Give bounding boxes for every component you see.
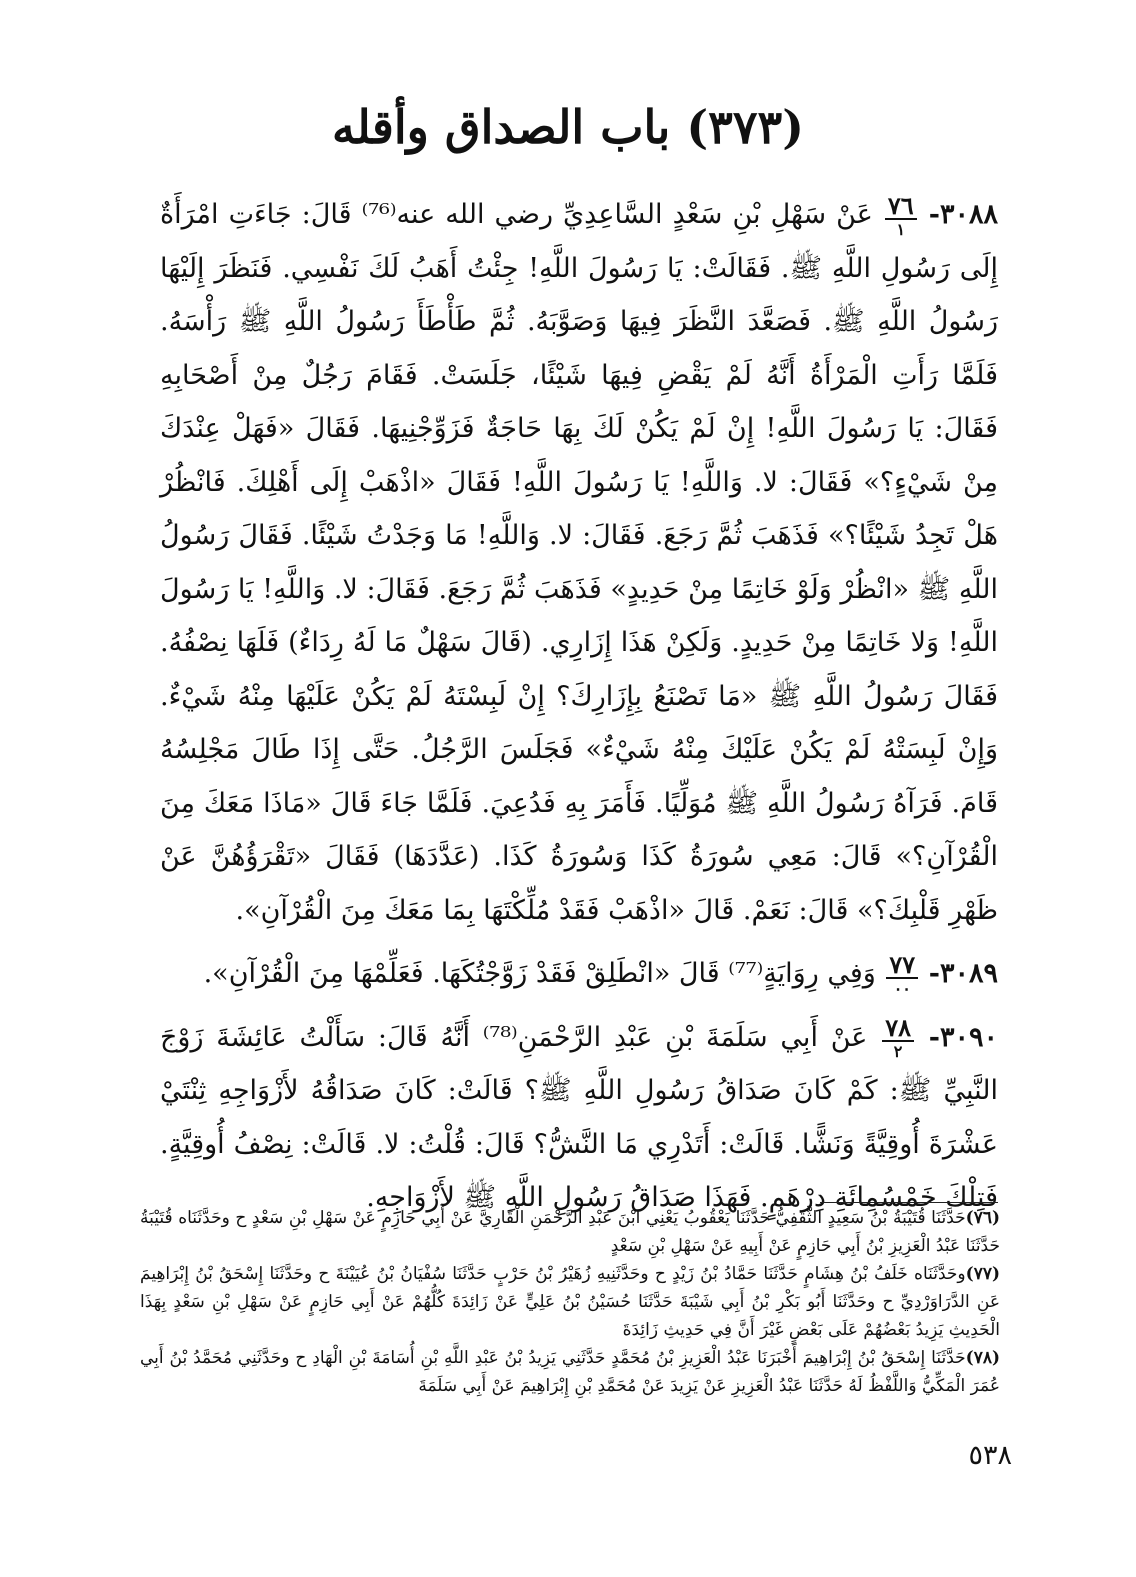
footnote-divider — [820, 1202, 998, 1203]
hadith-reference — [886, 949, 918, 998]
footnote-77 — [140, 1260, 1000, 1344]
hadith-text: وَفِي رِوَايَةٍ⁽⁷⁷⁾ قَالَ «انْطَلِقْ فَقَدْ زَوَّجْتُكَهَا. فَعَلِّمْهَا مِنَ الْقُرْآنِ». — [203, 958, 876, 989]
reference-bottom: ٢ — [893, 1042, 903, 1061]
hadith-body — [160, 188, 998, 1225]
hadith-3088 — [160, 188, 998, 937]
hadith-text: عَنْ أَبِي سَلَمَةَ بْنِ عَبْدِ الرَّحْمَنِ⁽⁷⁸⁾ أَنَّهُ قَالَ: سَأَلْتُ عَائِشَةَ زَوْجَ النَّبِيِّ ﷺ: كَمْ كَانَ صَدَاقُ رَسُولِ اللَّهِ ﷺ؟ قَالَتْ: كَانَ صَدَاقُهُ لأَزْوَاجِهِ ثِنْتَيْ عَشْرَةَ أُوقِيَّةً وَنَشًّا. قَالَتْ: أَتَدْرِي مَا النَّشُّ؟ قَالَ: قُلْتُ: لا. قَالَتْ: نِصْفُ أُوقِيَّةٍ. فَتِلْكَ خَمْسُمِائَةِ دِرْهَمٍ. فَهَذَا صَدَاقُ رَسُولِ اللَّهِ ﷺ لأَزْوَاجِهِ. — [160, 1021, 998, 1213]
reference-bottom: ١ — [896, 219, 906, 239]
footnote-76 — [140, 1204, 1000, 1260]
reference-top: ٧٦ — [885, 194, 917, 220]
hadith-reference — [882, 1013, 914, 1061]
hadith-3089 — [160, 947, 998, 1001]
footnote-mark: (٧٨) — [965, 1348, 1000, 1368]
hadith-number: ٣٠٩٠- — [928, 1021, 999, 1053]
footnote-mark: (٧٦) — [965, 1208, 1000, 1228]
hadith-number: ٣٠٨٨- — [928, 199, 998, 230]
reference-bottom: ٠٠ — [893, 978, 911, 998]
reference-top: ٧٧ — [886, 953, 918, 979]
footnote-text: وحَدَّثَنَاه خَلَفُ بْنُ هِشَامٍ حَدَّثَنَا حَمَّادُ بْنُ زَيْدٍ ح وحَدَّثَنِيهِ زُهَيْرُ بْنُ حَرْبٍ حَدَّثَنَا سُفْيَانُ بْنُ عُيَيْنَةَ ح وحَدَّثَنَا إِسْحَقُ بْنُ إِبْرَاهِيمَ عَنِ الدَّرَاوَرْدِيِّ ح وحَدَّثَنَا أَبُو بَكْرِ بْنُ أَبِي شَيْبَةَ حَدَّثَنَا حُسَيْنُ بْنُ عَلِيٍّ عَنْ زَائِدَةَ كُلُّهُمْ عَنْ أَبِي حَازِمٍ عَنْ سَهْلِ بْنِ سَعْدٍ بِهَذَا الْحَدِيثِ يَزِيدُ بَعْضُهُمْ عَلَى بَعْضٍ غَيْرَ أَنَّ فِي حَدِيثِ زَائِدَةَ — [140, 1264, 1000, 1340]
hadith-number: ٣٠٨٩- — [928, 958, 998, 989]
hadith-text: عَنْ سَهْلِ بْنِ سَعْدٍ السَّاعِدِيِّ رضي الله عنه⁽⁷⁶⁾ قَالَ: جَاءَتِ امْرَأَةٌ إِلَى رَسُولِ اللَّهِ ﷺ. فَقَالَتْ: يَا رَسُولَ اللَّهِ! جِئْتُ أَهَبُ لَكَ نَفْسِي. فَنَظَرَ إِلَيْهَا رَسُولُ اللَّهِ ﷺ. فَصَعَّدَ النَّظَرَ فِيهَا وَصَوَّبَهُ. ثُمَّ طَأْطَأَ رَسُولُ اللَّهِ ﷺ رَأْسَهُ. فَلَمَّا رَأَتِ الْمَرْأَةُ أَنَّهُ لَمْ يَقْضِ فِيهَا شَيْئًا، جَلَسَتْ. فَقَامَ رَجُلٌ مِنْ أَصْحَابِهِ فَقَالَ: يَا رَسُولَ اللَّهِ! إِنْ لَمْ يَكُنْ لَكَ بِهَا حَاجَةٌ فَزَوِّجْنِيهَا. فَقَالَ «فَهَلْ عِنْدَكَ مِنْ شَيْءٍ؟» فَقَالَ: لا. وَاللَّهِ! يَا رَسُولَ اللَّهِ! فَقَالَ «اذْهَبْ إِلَى أَهْلِكَ. فَانْظُرْ هَلْ تَجِدُ شَيْئًا؟» فَذَهَبَ ثُمَّ رَجَعَ. فَقَالَ: لا. وَاللَّهِ! مَا وَجَدْتُ شَيْئًا. فَقَالَ رَسُولُ اللَّهِ ﷺ «انْظُرْ وَلَوْ خَاتِمًا مِنْ حَدِيدٍ» فَذَهَبَ ثُمَّ رَجَعَ. فَقَالَ: لا. وَاللَّهِ! يَا رَسُولَ اللَّهِ! وَلا خَاتِمًا مِنْ حَدِيدٍ. وَلَكِنْ هَذَا إِزَارِي. (قَالَ سَهْلٌ مَا لَهُ رِدَاءٌ) فَلَهَا نِصْفُهُ. فَقَالَ رَسُولُ اللَّهِ ﷺ «مَا تَصْنَعُ بِإِزَارِكَ؟ إِنْ لَبِسْتَهُ لَمْ يَكُنْ عَلَيْهَا مِنْهُ شَيْءٌ. وَإِنْ لَبِسَتْهُ لَمْ يَكُنْ عَلَيْكَ مِنْهُ شَيْءٌ» فَجَلَسَ الرَّجُلُ. حَتَّى إِذَا طَالَ مَجْلِسُهُ قَامَ. فَرَآهُ رَسُولُ اللَّهِ ﷺ مُوَلِّيًا. فَأَمَرَ بِهِ فَدُعِيَ. فَلَمَّا جَاءَ قَالَ «مَاذَا مَعَكَ مِنَ الْقُرْآنِ؟» قَالَ: مَعِي سُورَةُ كَذَا وَسُورَةُ كَذَا. (عَدَّدَهَا) فَقَالَ «تَقْرَؤُهُنَّ عَنْ ظَهْرِ قَلْبِكَ؟» قَالَ: نَعَمْ. قَالَ «اذْهَبْ فَقَدْ مُلِّكْتَهَا بِمَا مَعَكَ مِنَ الْقُرْآنِ». — [160, 199, 998, 926]
footnote-mark: (٧٧) — [965, 1264, 1000, 1284]
footnote-78 — [140, 1344, 1000, 1400]
footnote-text: حَدَّثَنَا قُتَيْبَةُ بْنُ سَعِيدٍ الثَّقَفِيُّ حَدَّثَنَا يَعْقُوبُ يَعْنِي ابْنَ عَبْدِ الرَّحْمَنِ الْقَارِيَّ عَنْ أَبِي حَازِمٍ عَنْ سَهْلِ بْنِ سَعْدٍ ح وحَدَّثَنَاه قُتَيْبَةُ حَدَّثَنَا عَبْدُ الْعَزِيزِ بْنُ أَبِي حَازِمٍ عَنْ أَبِيهِ عَنْ سَهْلِ بْنِ سَعْدٍ — [140, 1208, 1000, 1256]
footnotes — [140, 1204, 1000, 1400]
hadith-3090 — [160, 1011, 998, 1225]
page-number: ٥٣٨ — [968, 1440, 1012, 1471]
chapter-title: (٣٧٣) باب الصداق وأقله — [332, 100, 804, 154]
footnote-text: حَدَّثَنَا إِسْحَقُ بْنُ إِبْرَاهِيمَ أَخْبَرَنَا عَبْدُ الْعَزِيزِ بْنُ مُحَمَّدٍ حَدَّثَنِي يَزِيدُ بْنُ عَبْدِ اللَّهِ بْنِ أُسَامَةَ بْنِ الْهَادِ ح وحَدَّثَنِي مُحَمَّدُ بْنُ أَبِي عُمَرَ الْمَكِّيُّ وَاللَّفْظُ لَهُ حَدَّثَنَا عَبْدُ الْعَزِيزِ عَنْ يَزِيدَ عَنْ مُحَمَّدِ بْنِ إِبْرَاهِيمَ عَنْ أَبِي سَلَمَةَ — [140, 1348, 1000, 1396]
reference-top: ٧٨ — [882, 1016, 914, 1042]
hadith-reference — [885, 190, 917, 239]
